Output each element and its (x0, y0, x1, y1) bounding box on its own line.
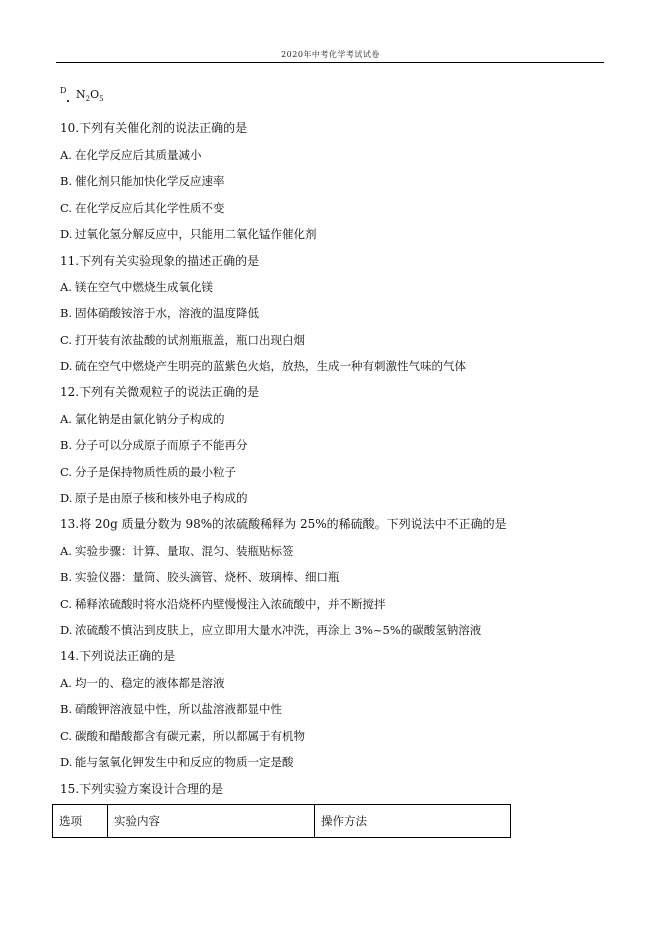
question-stem: 10.下列有关催化剂的说法正确的是 (60, 121, 248, 135)
option-letter: D. (60, 359, 73, 373)
option-text: 固体硝酸铵溶于水，溶液的温度降低 (75, 306, 259, 320)
option-text: 硝酸钾溶液显中性，所以盐溶液都显中性 (75, 702, 282, 716)
table-header-row (53, 805, 511, 838)
answer-option (60, 702, 282, 716)
option-text: 打开装有浓盐酸的试剂瓶瓶盖，瓶口出现白烟 (75, 333, 305, 347)
answer-option (60, 491, 248, 505)
question-stem: 15.下列实验方案设计合理的是 (60, 782, 224, 796)
option-text: 在化学反应后其化学性质不变 (75, 201, 225, 215)
option-text: 在化学反应后其质量减小 (75, 148, 202, 162)
question-stem: 12.下列有关微观粒子的说法正确的是 (60, 385, 260, 399)
option-text: 镁在空气中燃烧生成氧化镁 (75, 280, 213, 294)
answer-option (60, 597, 386, 611)
answer-option (60, 623, 481, 637)
option-letter: C. (60, 597, 73, 611)
question-stem: 13.将 20g 质量分数为 98%的浓硫酸稀释为 25%的稀硫酸。下列说法中不正确的是 (60, 517, 507, 531)
option-letter: B. (60, 702, 73, 716)
option-letter: D. (60, 755, 73, 769)
option-text: 浓硫酸不慎沾到皮肤上，应立即用大量水冲洗，再涂上 3%~5%的碳酸氢钠溶液 (75, 623, 482, 637)
option-text: 分子是保持物质性质的最小粒子 (75, 465, 236, 479)
answer-option (60, 755, 294, 769)
option-text: 硫在空气中燃烧产生明亮的蓝紫色火焰，放热，生成一种有刺激性气味的气体 (75, 359, 466, 373)
option-text: 氯化钠是由氯化钠分子构成的 (75, 412, 225, 426)
answer-option (60, 438, 248, 452)
option-letter: B. (60, 306, 73, 320)
answer-option (60, 676, 225, 690)
header-divider (56, 62, 604, 63)
option-letter: A. (60, 676, 72, 690)
prev-option-letter: D (60, 86, 67, 95)
option-text: 碳酸和醋酸都含有碳元素，所以都属于有机物 (75, 729, 305, 743)
option-letter: C. (60, 333, 73, 347)
answer-option (60, 333, 305, 347)
option-text: 分子可以分成原子而原子不能再分 (75, 438, 248, 452)
option-letter: A. (60, 544, 72, 558)
option-letter: D. (60, 623, 73, 637)
option-letter: A. (60, 412, 72, 426)
option-letter: C. (60, 201, 73, 215)
answer-option (60, 729, 305, 743)
question-stem: 14.下列说法正确的是 (60, 649, 176, 663)
answer-option (60, 148, 202, 162)
answer-option (60, 174, 225, 188)
option-letter: D. (60, 227, 73, 241)
answer-option (60, 306, 259, 320)
stray-dot (67, 100, 69, 102)
option-text: 稀释浓硫酸时将水沿烧杯内壁慢慢注入浓硫酸中，并不断搅拌 (75, 597, 386, 611)
option-text: 过氧化氢分解反应中，只能用二氧化锰作催化剂 (75, 227, 317, 241)
table-header-cell: 实验内容 (108, 805, 315, 838)
prev-option-formula: $N_2O_5$ (76, 88, 104, 104)
option-text: 实验步骤：计算、量取、混匀、装瓶贴标签 (75, 544, 294, 558)
option-text: 催化剂只能加快化学反应速率 (75, 174, 225, 188)
option-text: 原子是由原子核和核外电子构成的 (75, 491, 248, 505)
option-letter: A. (60, 280, 72, 294)
answer-option (60, 544, 294, 558)
answer-option (60, 201, 225, 215)
question-stem: 11.下列有关实验现象的描述正确的是 (60, 254, 260, 268)
option-letter: A. (60, 148, 72, 162)
answer-option (60, 280, 213, 294)
page-header-title: 2020年中考化学考试试卷 (281, 50, 380, 59)
option-letter: B. (60, 174, 73, 188)
option-letter: C. (60, 729, 73, 743)
option-letter: B. (60, 570, 73, 584)
option-letter: C. (60, 465, 73, 479)
option-text: 能与氢氧化钾发生中和反应的物质一定是酸 (75, 755, 294, 769)
option-letter: B. (60, 438, 73, 452)
answer-option (60, 227, 317, 241)
table-header-cell: 操作方法 (315, 805, 511, 838)
answer-option (60, 465, 236, 479)
answer-option (60, 412, 225, 426)
answer-option (60, 570, 340, 584)
option-text: 均一的、稳定的液体都是溶液 (75, 676, 225, 690)
option-text: 实验仪器：量筒、胶头滴管、烧杯、玻璃棒、细口瓶 (75, 570, 340, 584)
experiment-table (52, 804, 511, 838)
option-letter: D. (60, 491, 73, 505)
table-header-cell: 选项 (53, 805, 108, 838)
answer-option (60, 359, 466, 373)
